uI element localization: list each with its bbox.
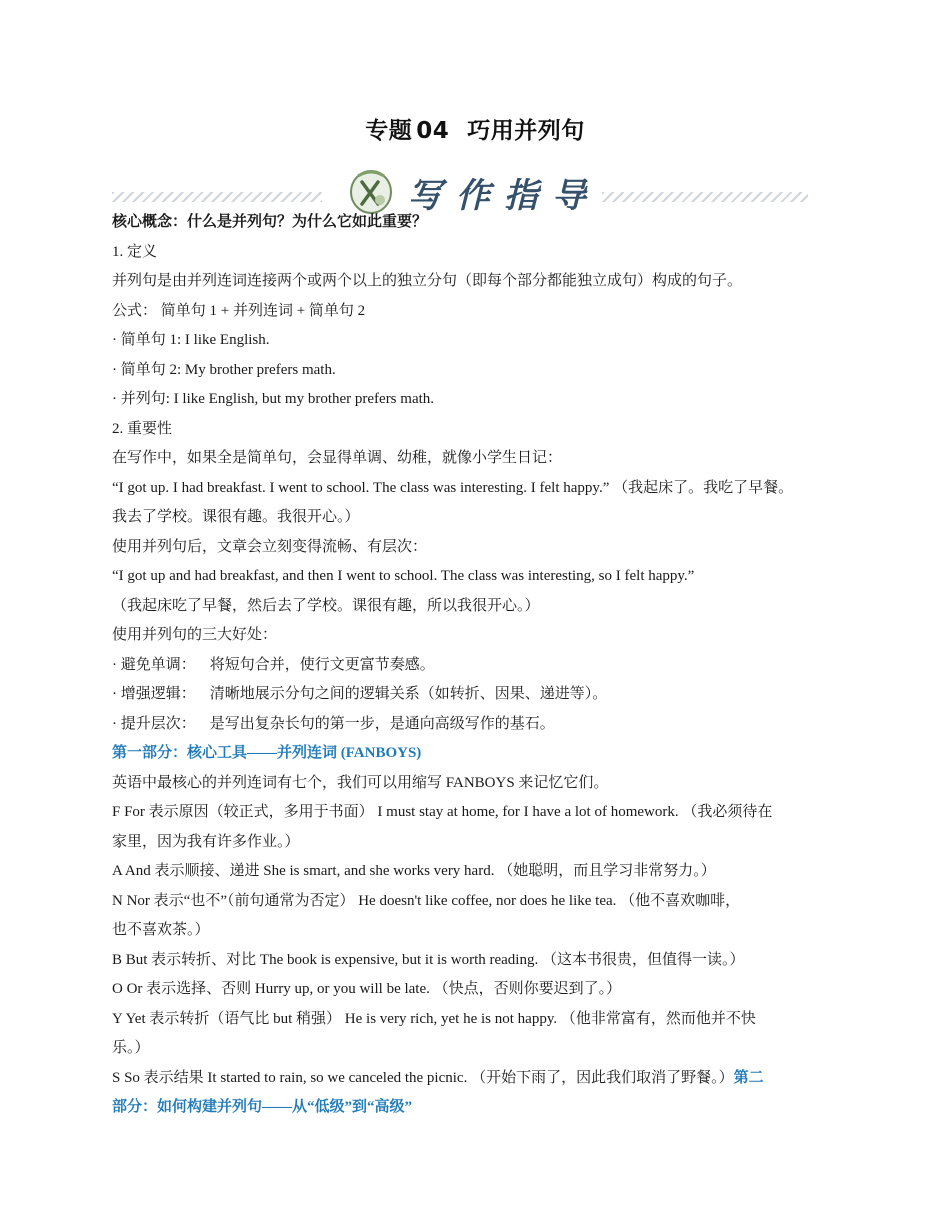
part1-heading: 第一部分：核心工具——并列连词 (FANBOYS) [112,745,422,761]
part2-heading-start: 第二 [733,1069,764,1086]
part1-intro: 英语中最核心的并列连词有七个，我们可以用缩写 FANBOYS 来记忆它们。 [112,774,609,791]
benefit-text: 是写出复杂长句的第一步，是通向高级写作的基石。 [209,715,555,732]
fanboys-so-line: S So 表示结果 It started to rain, so we canceled the picnic. （开始下雨了，因此我们取消了野餐。） [112,1069,734,1086]
fanboys-line: 家里，因为我有许多作业。） [112,833,300,850]
example-item: · 简单句 2: My brother prefers math. [112,361,336,378]
document-body [112,208,842,1123]
benefits-heading: 使用并列句的三大好处： [112,627,278,643]
benefit-text: 将短句合并，使行文更富节奏感。 [209,656,435,673]
good-example-line: “I got up and had breakfast, and then I went to school. The class was interesting, so I felt happy.” [112,568,695,584]
title-text: 巧用并列句 [467,118,585,144]
fanboys-line: 乐。） [112,1040,150,1056]
bad-example-line: “I got up. I had breakfast. I went to school. The class was interesting. I felt happy.” （我起床了。我吃了早餐。 [112,479,794,496]
benefit-label: · 避免单调： [112,656,196,673]
part2-heading: 部分：如何构建并列句——从“低级”到“高级” [112,1099,413,1115]
fanboys-line: A And 表示顺接、递进 She is smart, and she works very hard. （她聪明，而且学习非常努力。） [112,863,716,879]
example-item: · 简单句 1: I like English. [112,332,270,348]
fanboys-line: Y Yet 表示转折（语气比 but 稍强） He is very rich, yet he is not happy. （他非常富有，然而他并不快 [112,1010,756,1027]
fanboys-line: N Nor 表示“也不”（前句通常为否定） He doesn't like coffee, nor does he like tea. （他不喜欢咖啡， [112,892,741,909]
bad-example-line: 我去了学校。课很有趣。我很开心。） [112,509,360,525]
benefit-label: · 提升层次： [112,715,196,732]
definition-heading: 1. 定义 [112,243,158,260]
importance-after: 使用并列句后，文章会立刻变得流畅、有层次： [112,538,428,555]
banner-hatch-left [112,192,322,202]
fanboys-line: O Or 表示选择、否则 Hurry up, or you will be late. （快点，否则你要迟到了。） [112,981,622,997]
example-item: · 并列句: I like English, but my brother prefers math. [112,391,435,407]
importance-heading: 2. 重要性 [112,420,173,437]
banner-title: 写作指导 [408,176,600,216]
core-concept-heading: 核心概念：什么是并列句？为什么它如此重要？ [112,214,428,230]
benefit-item [112,710,842,740]
benefit-text: 清晰地展示分句之间的逻辑关系（如转折、因果、递进等）。 [209,686,608,702]
banner-hatch-right [602,192,808,202]
benefit-item [112,680,842,710]
fanboys-line: 也不喜欢茶。） [112,922,210,938]
definition-formula: 公式： 简单句 1 + 并列连词 + 简单句 2 [112,302,366,319]
good-example-line: （我起床吃了早餐，然后去了学校。课很有趣，所以我很开心。） [112,597,540,614]
page-title [0,112,950,145]
fanboys-line: F For 表示原因（较正式，多用于书面） I must stay at home, for I have a lot of homework. （我必须待在 [112,804,773,820]
benefit-label: · 增强逻辑： [112,686,196,702]
fanboys-line: B But 表示转折、对比 The book is expensive, but it is worth reading. （这本书很贵，但值得一读。） [112,951,745,968]
title-number: 04 [416,118,450,144]
fanboys-line-last [112,1064,842,1094]
title-prefix: 专题 [365,118,413,144]
benefit-item [112,651,842,681]
importance-intro: 在写作中，如果全是简单句，会显得单调、幼稚，就像小学生日记： [112,450,563,466]
definition-text: 并列句是由并列连词连接两个或两个以上的独立分句（即每个部分都能独立成句）构成的句子。 [112,273,743,289]
